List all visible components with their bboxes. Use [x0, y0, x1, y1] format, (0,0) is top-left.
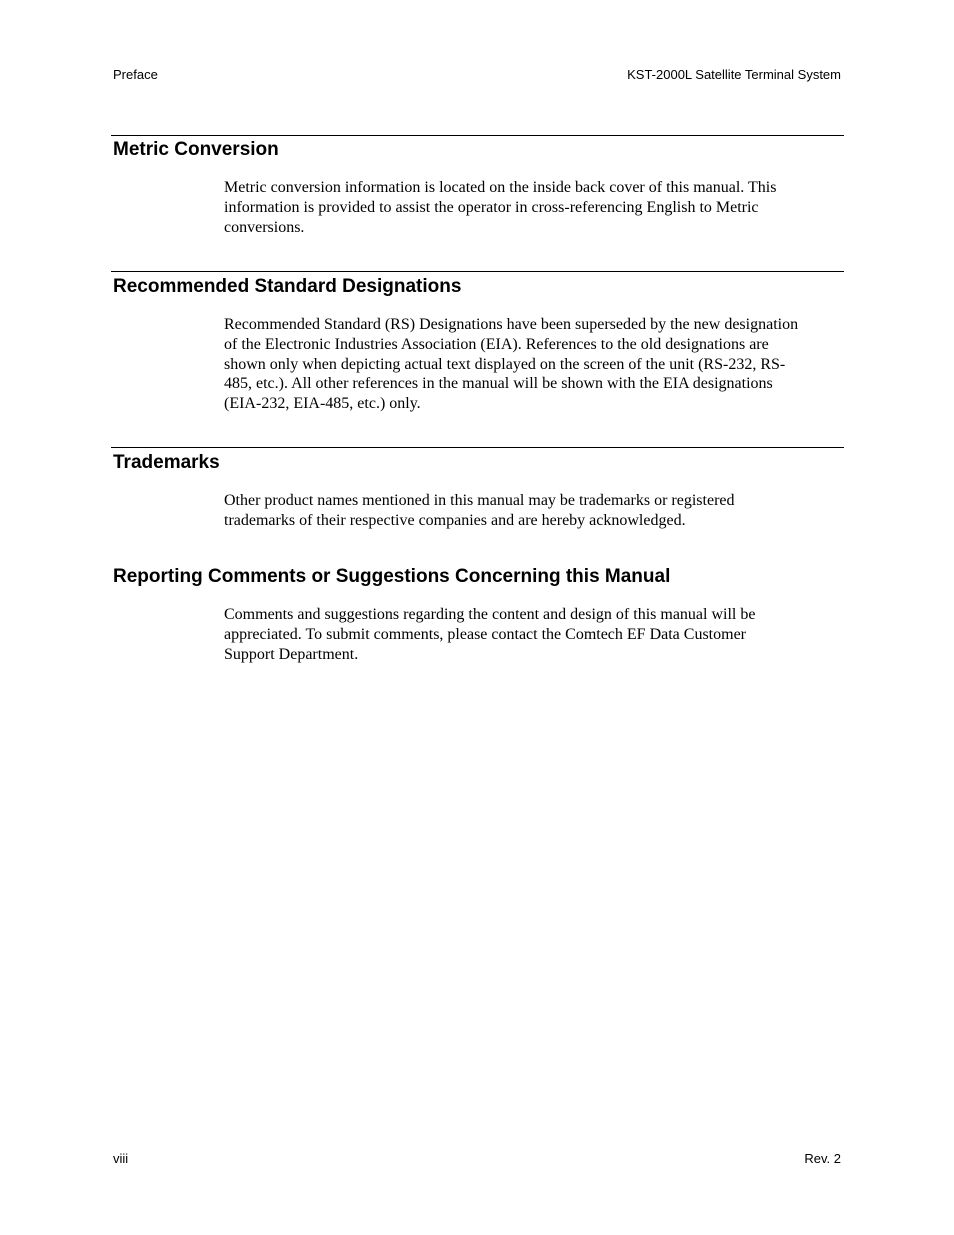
section-heading-trademarks: Trademarks — [113, 452, 220, 473]
page-number: viii — [113, 1151, 129, 1166]
revision-label: Rev. 2 — [804, 1151, 841, 1166]
body-line: trademarks of their respective companies and are hereby acknowledged. — [224, 511, 686, 529]
body-line: appreciated. To submit comments, please contact the Comtech EF Data Customer — [224, 625, 746, 643]
body-line: of the Electronic Industries Association (EIA). References to the old designations are — [224, 335, 769, 353]
section-body-metric-conversion — [224, 178, 844, 237]
section-body-recommended-standard-designations — [224, 315, 844, 414]
body-line: information is provided to assist the operator in cross-referencing English to Metric — [224, 198, 759, 216]
body-line: Metric conversion information is located on the inside back cover of this manual. This — [224, 179, 777, 196]
section-heading-reporting-comments: Reporting Comments or Suggestions Concerning this Manual — [113, 566, 671, 587]
body-line: Other product names mentioned in this manual may be trademarks or registered — [224, 492, 735, 509]
body-line: Recommended Standard (RS) Designations have been superseded by the new designation — [224, 316, 799, 333]
section-divider — [111, 271, 844, 272]
running-header-section: Preface — [113, 67, 158, 82]
section-divider — [111, 135, 844, 136]
section-body-trademarks — [224, 491, 844, 531]
body-line: conversions. — [224, 218, 305, 236]
section-body-reporting-comments — [224, 605, 844, 664]
body-line: (EIA-232, EIA-485, etc.) only. — [224, 395, 421, 412]
running-header-title: KST-2000L Satellite Terminal System — [627, 67, 841, 82]
section-divider — [111, 447, 844, 448]
body-line: Support Department. — [224, 645, 359, 663]
body-line: shown only when depicting actual text displayed on the screen of the unit (RS-232, RS- — [224, 355, 786, 373]
section-heading-metric-conversion: Metric Conversion — [113, 139, 279, 160]
body-line: 485, etc.). All other references in the manual will be shown with the EIA designations — [224, 375, 773, 393]
body-line: Comments and suggestions regarding the content and design of this manual will be — [224, 606, 756, 623]
section-heading-recommended-standard-designations: Recommended Standard Designations — [113, 276, 462, 297]
